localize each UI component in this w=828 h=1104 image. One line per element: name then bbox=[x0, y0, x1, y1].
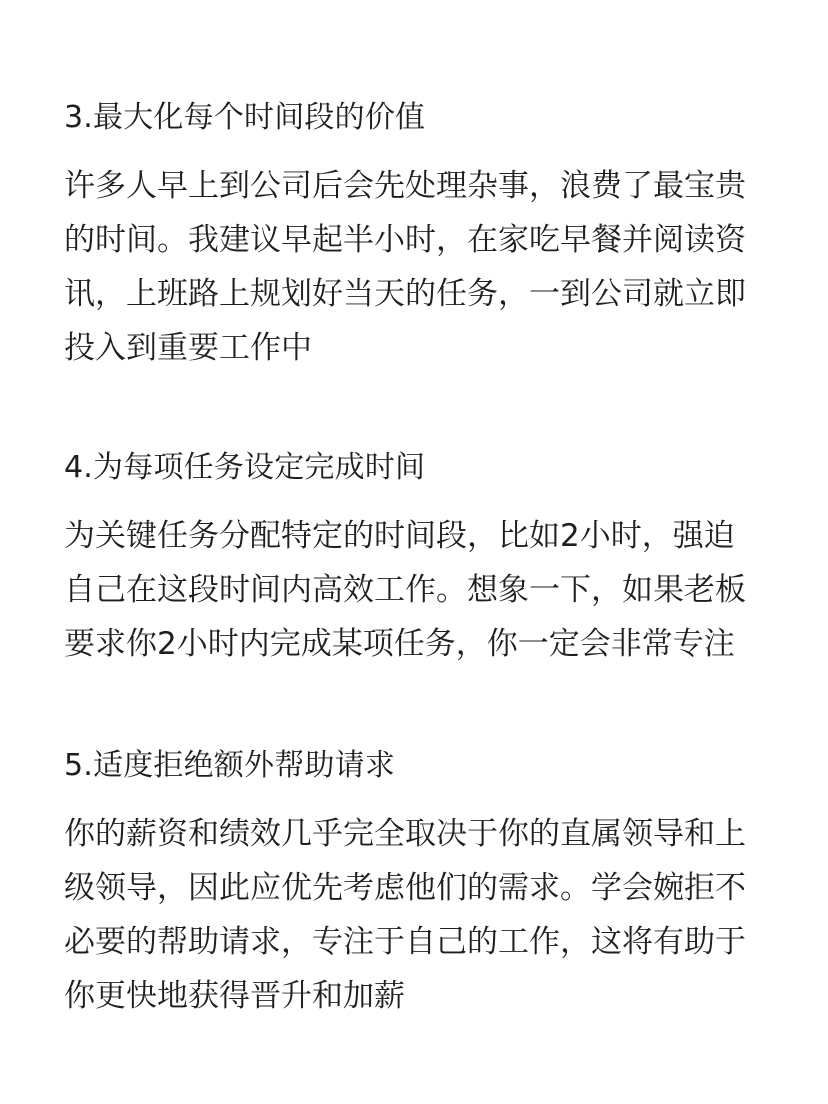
section-3 bbox=[64, 96, 762, 375]
section-body bbox=[64, 159, 762, 375]
body-line: 投入到重要工作中 bbox=[64, 330, 312, 366]
body-line: 你更快地获得晋升和加薪 bbox=[64, 978, 405, 1014]
body-line: 为关键任务分配特定的时间段，比如2小时，强迫 bbox=[64, 518, 735, 554]
body-line: 的时间。我建议早起半小时，在家吃早餐并阅读资 bbox=[64, 222, 746, 258]
section-heading: 5.适度拒绝额外帮助请求 bbox=[64, 748, 396, 783]
body-line: 要求你2小时内完成某项任务，你一定会非常专注 bbox=[64, 626, 735, 662]
section-body bbox=[64, 509, 762, 671]
section-5 bbox=[64, 744, 762, 1023]
body-line: 自己在这段时间内高效工作。想象一下，如果老板 bbox=[64, 572, 746, 608]
body-line: 讯，上班路上规划好当天的任务，一到公司就立即 bbox=[64, 276, 746, 312]
section-heading: 3.最大化每个时间段的价值 bbox=[64, 100, 426, 135]
body-line: 必要的帮助请求，专注于自己的工作，这将有助于 bbox=[64, 924, 746, 960]
body-line: 你的薪资和绩效几乎完全取决于你的直属领导和上 bbox=[64, 816, 746, 852]
section-heading: 4.为每项任务设定完成时间 bbox=[64, 450, 426, 485]
section-body bbox=[64, 807, 762, 1023]
body-line: 许多人早上到公司后会先处理杂事，浪费了最宝贵 bbox=[64, 168, 746, 204]
body-line: 级领导，因此应优先考虑他们的需求。学会婉拒不 bbox=[64, 870, 746, 906]
section-4 bbox=[64, 446, 762, 671]
